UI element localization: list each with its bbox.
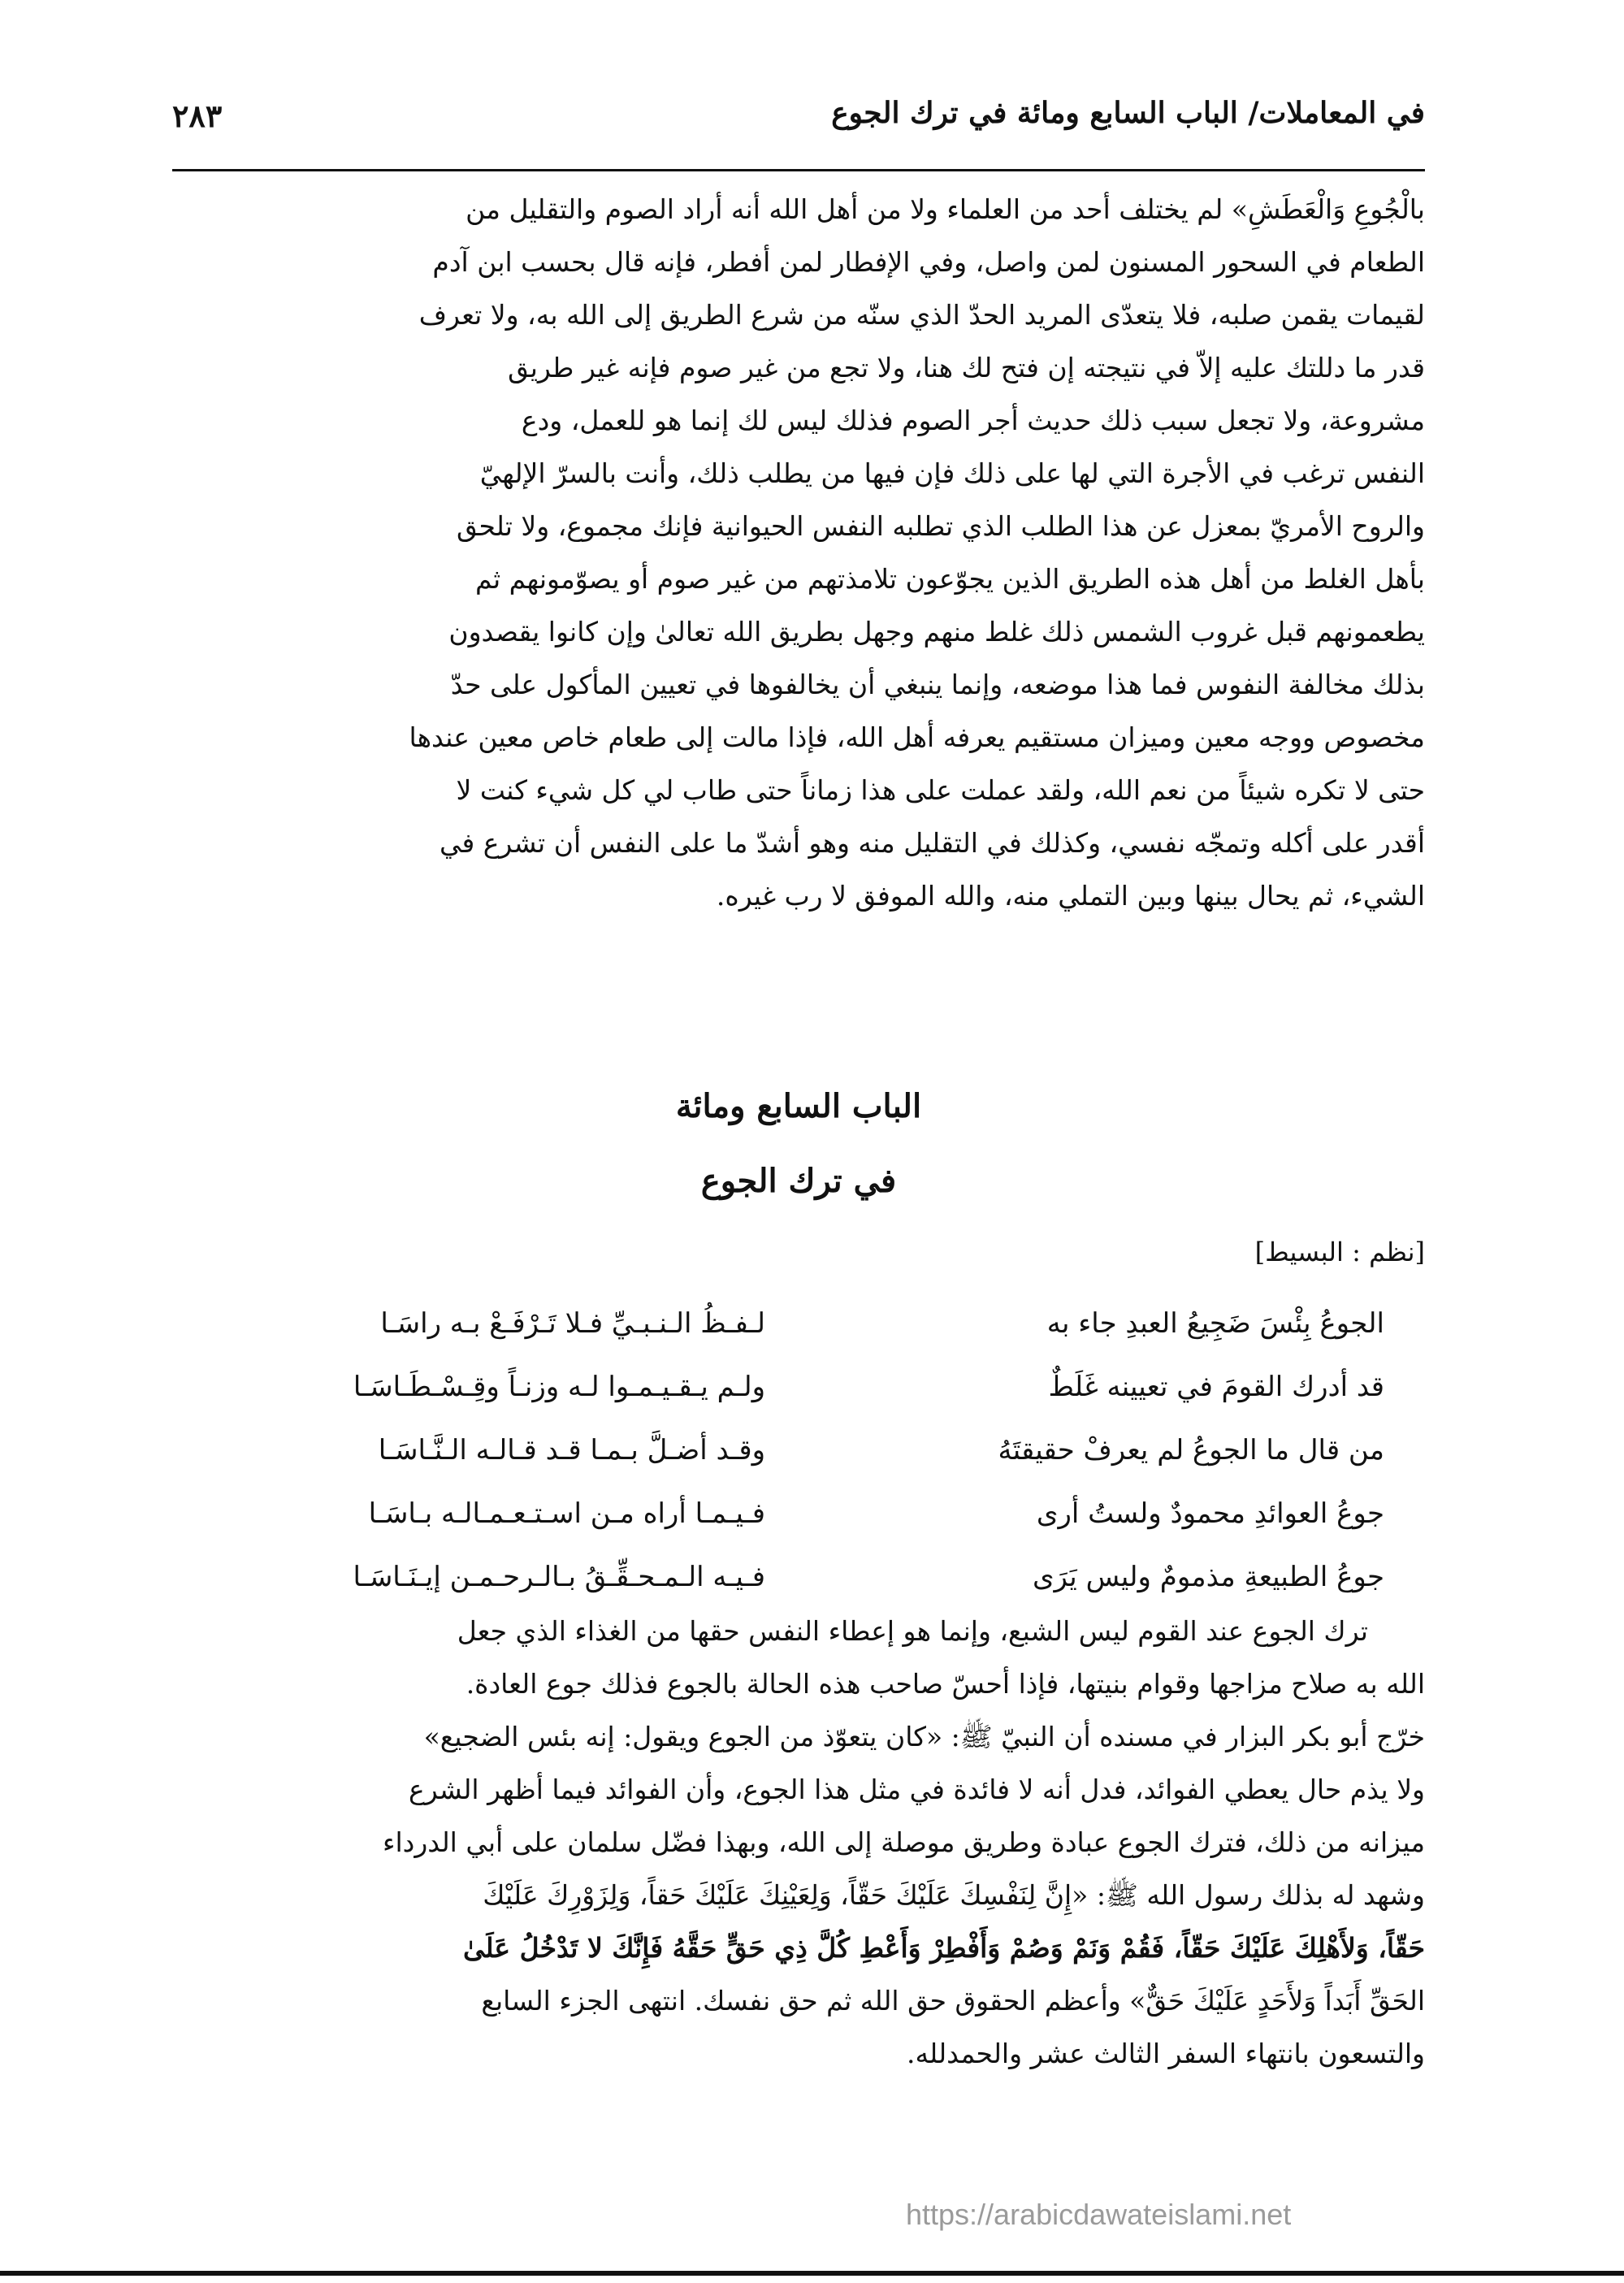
chapter-title: الباب السابع ومائة [675,1087,922,1125]
poem-verse [172,1482,1425,1545]
text-line: يطعمونهم قبل غروب الشمس ذلك غلط منهم وجهل بطريق الله تعالىٰ وإن كانوا يقصدون [448,616,1425,648]
running-header: في المعاملات/ الباب السابع ومائة في ترك الجوع [831,96,1425,130]
poem-meter-label: [نظم : البسيط] [1254,1237,1425,1267]
header-divider [172,169,1425,171]
text-line: والتسعون بانتهاء السفر الثالث عشر والحمدلله. [907,2038,1425,2069]
text-line: حتى لا تكره شيئاً من نعم الله، ولقد عملت على هذا زماناً حتى طاب لي كل شيء كنت لا [456,774,1425,806]
text-line: بذلك مخالفة النفوس فما هذا موضعه، وإنما ينبغي أن يخالفوها في تعيين المأكول على حدّ [450,669,1425,700]
paragraph-commentary [172,1605,1425,2080]
text-line: الله به صلاح مزاجها وقوام بنيتها، فإذا أحسّ صاحب هذه الحالة بالجوع فذلك جوع العادة. [466,1668,1425,1700]
poem-verse [172,1292,1425,1355]
text-line: مشروعة، ولا تجعل سبب ذلك حديث أجر الصوم فذلك ليس لك إنما هو للعمل، ودع [521,405,1425,436]
verse-second-hemistich: فـيـه الـمـحـقِّـقُ بـالـرحـمـن إيـنَـاسَـا [353,1561,765,1593]
text-line: قدر ما دللتك عليه إلاّ في نتيجته إن فتح لك هنا، ولا تجع من غير صوم فإنه غير طريق [508,352,1425,383]
paragraph-continued [172,183,1425,922]
text-line: خرّج أبو بكر البزار في مسنده أن النبيّ ﷺ: «كان يتعوّذ من الجوع ويقول: إنه بئس الضجيع» [423,1721,1425,1752]
text-line: بالْجُوعِ وَالْعَطَشِ» لم يختلف أحد من العلماء ولا من أهل الله أنه أراد الصوم والتقليل من [466,193,1425,225]
verse-second-hemistich: لـفـظُ الـنـبـيِّ فـلا تَـرْفَـعْ بـه راسَـا [380,1307,765,1340]
verse-second-hemistich: ولـم يـقـيـمـوا لـه وزنـاً وقِـسْـطَـاسَـا [353,1371,765,1403]
text-line: حَقّاً، وَلأَهْلِكَ عَلَيْكَ حَقّاً، فَقُمْ وَنَمْ وَصُمْ وَأَفْطِرْ وَأَعْطِ كُلَّ ذِي حَقٍّ حَقَّهُ فَإِنَّكَ لا تَدْخُلُ عَلَىٰ [462,1932,1425,1964]
text-line: ولا يذم حال يعطي الفوائد، فدل أنه لا فائدة في مثل هذا الجوع، وأن الفوائد فيما أظهر الشرع [409,1774,1425,1805]
watermark-url: https://arabicdawateislami.net [906,2198,1292,2231]
verse-first-hemistich: جوعُ العوائدِ محمودٌ ولستُ أرى [1036,1497,1384,1530]
poem-verse [172,1355,1425,1419]
verse-first-hemistich: قد أدرك القومَ في تعيينه غَلَطٌ [1048,1371,1384,1403]
text-line: الشيء، ثم يحال بينها وبين التملي منه، والله الموفق لا رب غيره. [716,880,1425,912]
page-bottom-border [0,2271,1624,2276]
chapter-subtitle: في ترك الجوع [700,1162,897,1200]
page-number: ٢٨٣ [172,97,223,134]
verse-second-hemistich: وقـد أضـلَّ بـمـا قـد قـالـه الـنَّـاسَـا [378,1434,765,1466]
text-line: والروح الأمريّ بمعزل عن هذا الطلب الذي تطلبه النفس الحيوانية فإنك مجموع، ولا تلحق [456,510,1425,542]
text-line: لقيمات يقمن صلبه، فلا يتعدّى المريد الحدّ الذي سنّه من شرع الطريق إلى الله به، ولا تعرف [418,299,1425,331]
text-line: وشهد له بذلك رسول الله ﷺ: «إِنَّ لِنَفْسِكَ عَلَيْكَ حَقّاً، وَلِعَيْنِكَ عَلَيْكَ حَقاً، وَلِزَوْرِكَ عَلَيْكَ [483,1879,1425,1911]
text-line: النفس ترغب في الأجرة التي لها على ذلك فإن فيها من يطلب ذلك، وأنت بالسرّ الإلهيّ [479,457,1425,489]
text-line: بأهل الغلط من أهل هذه الطريق الذين يجوّعون تلامذتهم من غير صوم أو يصوّمونهم ثم [475,563,1425,595]
verse-first-hemistich: من قال ما الجوعُ لم يعرفْ حقيقتَهُ [998,1434,1384,1466]
text-line: مخصوص ووجه معين وميزان مستقيم يعرفه أهل الله، فإذا مالت إلى طعام خاص معين عندها [409,721,1425,753]
verse-second-hemistich: فـيـمـا أراه مـن اسـتـعـمـالـه بـاسَـا [368,1497,765,1530]
poem-verse [172,1419,1425,1482]
text-line: أقدر على أكله وتمجّه نفسي، وكذلك في التقليل منه وهو أشدّ ما على النفس أن تشرع في [439,827,1425,859]
verse-first-hemistich: الجوعُ بِئْسَ ضَجِيعُ العبدِ جاء به [1046,1307,1384,1340]
poem-verse [172,1545,1425,1609]
text-line: الحَقِّ أَبَداً وَلأَحَدٍ عَلَيْكَ حَقٌّ» وأعظم الحقوق حق الله ثم حق نفسك. انتهى الجزء السابع [481,1985,1425,2017]
poem [172,1292,1425,1609]
text-line: ميزانه من ذلك، فترك الجوع عبادة وطريق موصلة إلى الله، وبهذا فضّل سلمان على أبي الدرداء [382,1826,1425,1858]
text-line: ترك الجوع عند القوم ليس الشبع، وإنما هو إعطاء النفس حقها من الغذاء الذي جعل [457,1615,1368,1647]
verse-first-hemistich: جوعُ الطبيعةِ مذمومٌ وليس يَرَى [1032,1561,1384,1593]
text-line: الطعام في السحور المسنون لمن واصل، وفي الإفطار لمن أفطر، فإنه قال بحسب ابن آدم [432,246,1425,278]
